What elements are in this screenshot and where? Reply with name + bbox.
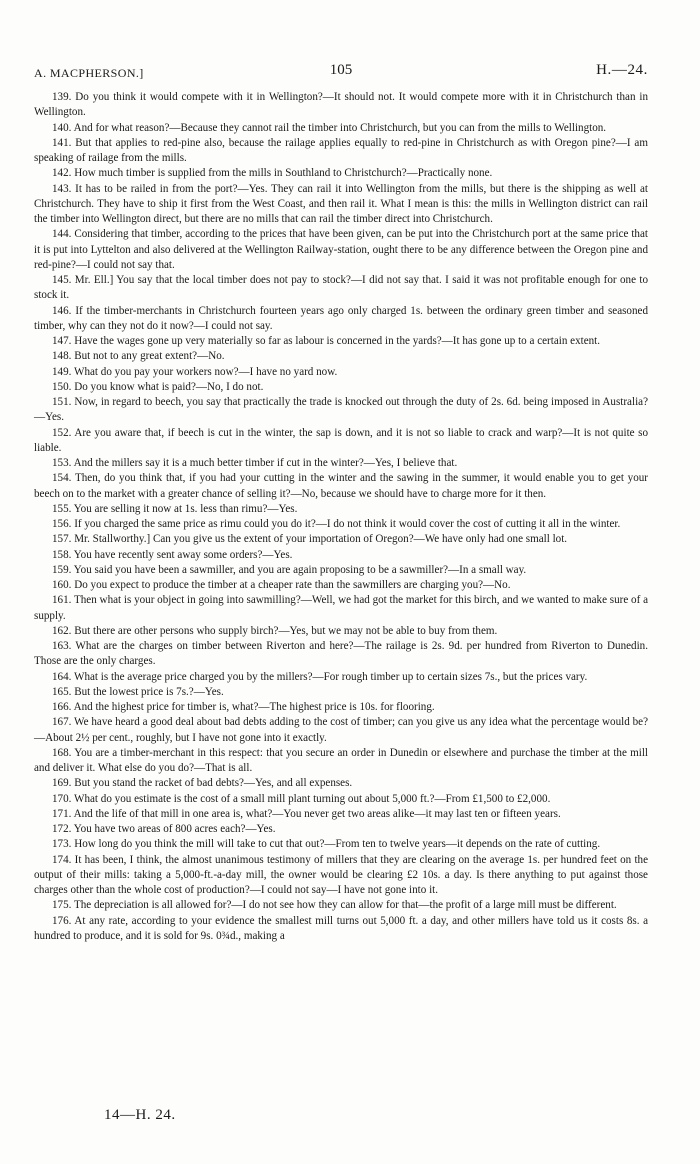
question-paragraph: 162. But there are other persons who supply birch?—Yes, but we may not be able to buy from them. — [52, 624, 498, 637]
question-paragraph: 149. What do you pay your workers now?—I have no yard now. — [52, 365, 338, 378]
question-paragraph: 151. Now, in regard to beech, you say that practically the trade is knocked out through the duty of 2s. 6d. being imposed in Australia?—Yes. — [34, 396, 648, 424]
question-paragraph: 140. And for what reason?—Because they cannot rail the timber into Christchurch, but you can from the mills to Wellington. — [52, 121, 607, 134]
question-paragraph: 167. We have heard a good deal about bad debts adding to the cost of timber; can you give us any idea what the percentage would be?—About 2½ per cent., roughly, but I have not gone into it exactly. — [34, 716, 648, 744]
question-paragraph: 170. What do you estimate is the cost of a small mill plant turning out about 5,000 ft.?—From £1,500 to £2,000. — [52, 792, 551, 805]
question-paragraph: 171. And the life of that mill in one area is, what?—You never get two areas alike—it may last ten or fifteen years. — [52, 807, 561, 820]
question-paragraph: 152. Are you aware that, if beech is cut in the winter, the sap is down, and it is not so liable to crack and warp?—It is not quite so liable. — [34, 426, 648, 454]
question-paragraph: 154. Then, do you think that, if you had your cutting in the winter and the sawing in the summer, it would enable you to get your beech on to the market with a greater chance of selling it?—No, because we should have to charge more for it then. — [34, 472, 648, 500]
question-paragraph: 143. It has to be railed in from the port?—Yes. They can rail it into Wellington from the mills, but there is the shipping as well at Christchurch. They have to ship it first from the West Coast, and then rail it. What I mean is this: the mills in Wellington district can rail the timber into Wellington direct, but there are no mills that can rail the timber direct into Christchurch. — [34, 182, 648, 225]
question-paragraph: 176. At any rate, according to your evidence the smallest mill turns out 5,000 ft. a day, and other millers have told us it costs 8s. a hundred to produce, and it is sold for 9s. 0¾d., making a — [34, 914, 648, 942]
question-paragraph: 158. You have recently sent away some orders?—Yes. — [52, 548, 293, 561]
question-paragraph: 142. How much timber is supplied from the mills in Southland to Christchurch?—Practically none. — [52, 167, 493, 180]
question-paragraph: 147. Have the wages gone up very materially so far as labour is concerned in the yards?—It has gone up to a certain extent. — [52, 335, 601, 347]
question-paragraph: 153. And the millers say it is a much better timber if cut in the winter?—Yes, I believe that. — [52, 457, 458, 469]
question-paragraph: 139. Do you think it would compete with it in Wellington?—It should not. It would compete more with it in Christchurch than in Wellington. — [34, 91, 648, 119]
question-paragraph: 155. You are selling it now at 1s. less than rimu?—Yes. — [52, 502, 298, 515]
question-paragraph: 159. You said you have been a sawmiller, and you are again proposing to be a sawmiller?—In a small way. — [52, 563, 527, 576]
page-footer: 14—H. 24. — [104, 1107, 176, 1123]
question-paragraph: 164. What is the average price charged you by the millers?—For rough timber up to certain sizes 7s., but the prices vary. — [52, 670, 588, 683]
question-paragraph: 172. You have two areas of 800 acres each?—Yes. — [52, 823, 276, 835]
question-paragraph: 141. But that applies to red-pine also, because the railage applies equally to red-pine in Christchurch as with Oregon pine?—I am speaking of railage from the mills. — [34, 136, 648, 164]
question-paragraph: 175. The depreciation is all allowed for?—I do not see how they can allow for that—the profit of a large mill must be different. — [52, 899, 617, 912]
evidence-body — [34, 90, 648, 944]
question-paragraph: 160. Do you expect to produce the timber at a cheaper rate than the sawmillers are charging you?—No. — [52, 579, 511, 591]
question-paragraph: 150. Do you know what is paid?—No, I do not. — [52, 380, 264, 393]
question-paragraph: 173. How long do you think the mill will take to cut that out?—From ten to twelve years—it depends on the rate of cutting. — [52, 838, 601, 851]
question-paragraph: 144. Considering that timber, according to the prices that have been given, can be put into the Christchurch port at the same price that it is put into Lyttelton and also delivered at the Wellington Railway-station, ought there to be any difference between the Oregon pine and red-pine?—I could not say that. — [34, 228, 648, 271]
question-paragraph: 174. It has been, I think, the almost unanimous testimony of millers that they are clearing on the average 1s. per hundred feet on the output of their mills: taking a 5,000-ft.-a-day mill, the owner would be clearing £2 10s. a day. Is there anything to put against those charges other than the whole cost of production?—I could not say—I have not gone into it. — [34, 853, 648, 896]
page-header — [34, 62, 648, 90]
question-paragraph: 166. And the highest price for timber is, what?—The highest price is 10s. for flooring. — [52, 701, 435, 713]
question-paragraph: 156. If you charged the same price as rimu could you do it?—I do not think it would cover the cost of cutting it all in the winter. — [52, 518, 621, 530]
page-number: 105 — [329, 62, 353, 78]
paper-reference: H.—24. — [596, 62, 648, 78]
question-paragraph: 163. What are the charges on timber between Riverton and here?—The railage is 2s. 9d. per hundred from Riverton to Dunedin. Those are the only charges. — [34, 640, 648, 668]
witness-name: A. MACPHERSON.] — [34, 66, 144, 80]
question-paragraph: 161. Then what is your object in going into sawmilling?—Well, we had got the market for this birch, and we wanted to make sure of a supply. — [34, 594, 648, 622]
question-paragraph: 169. But you stand the racket of bad debts?—Yes, and all expenses. — [52, 777, 353, 790]
question-paragraph: 148. But not to any great extent?—No. — [52, 350, 225, 363]
question-paragraph: 157. Mr. Stallworthy.] Can you give us the extent of your importation of Oregon?—We have only had one small lot. — [52, 533, 568, 546]
question-paragraph: 168. You are a timber-merchant in this respect: that you secure an order in Dunedin or elsewhere and purchase the timber at the mill and deliver it. What else do you do?—That is all. — [34, 746, 648, 774]
question-paragraph: 165. But the lowest price is 7s.?—Yes. — [52, 685, 224, 698]
question-paragraph: 145. Mr. Ell.] You say that the local timber does not pay to stock?—I did not say that. I said it was not profitable enough for one to stock it. — [34, 274, 648, 302]
question-paragraph: 146. If the timber-merchants in Christchurch fourteen years ago only charged 1s. between the ordinary green timber and seasoned timber, why can they not do it now?—I could not say. — [34, 304, 648, 332]
